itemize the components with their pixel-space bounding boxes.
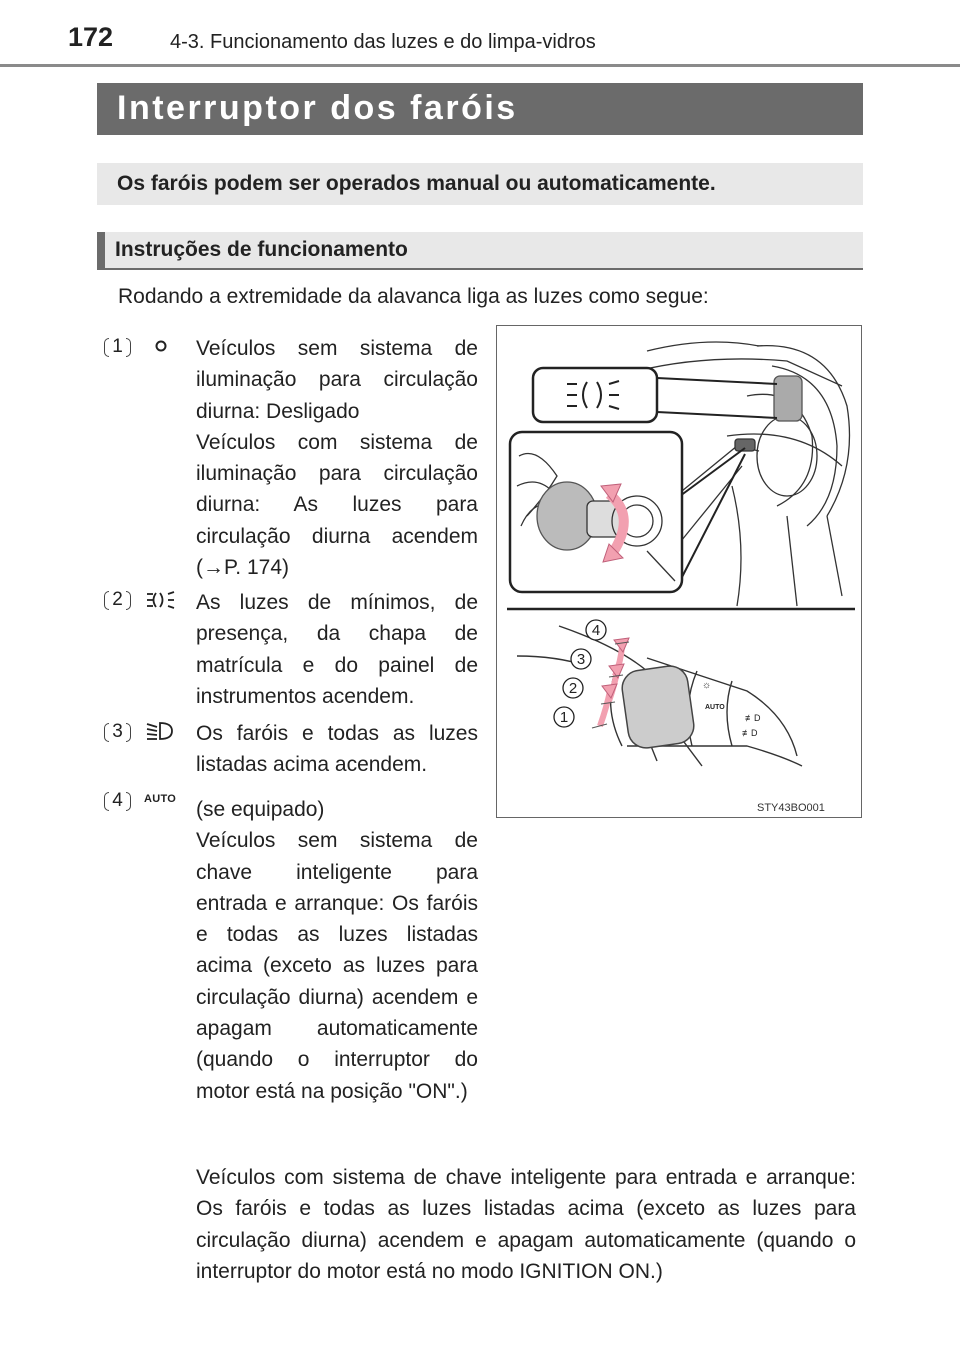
figure-code: STY43BO001 xyxy=(757,802,825,814)
lead-text: Rodando a extremidade da alavanca liga as luzes como segue: xyxy=(118,285,709,308)
intro-box: Os faróis podem ser operados manual ou automaticamente. xyxy=(97,163,863,205)
callout-2: 2 xyxy=(568,680,578,697)
item-1-paragraph-1: Veículos sem sistema de iluminação para circulação diurna: Desligado xyxy=(196,337,478,423)
parking-lights-icon xyxy=(144,587,178,613)
item-3-text xyxy=(196,718,478,781)
off-icon xyxy=(144,336,178,358)
item-1-text xyxy=(196,333,478,583)
svg-text:☼: ☼ xyxy=(702,680,712,691)
chapter-title: 4-3. Funcionamento das luzes e do limpa-vidros xyxy=(170,31,596,53)
item-number-4: 4 xyxy=(107,790,128,811)
section-title: Interruptor dos faróis xyxy=(97,83,863,135)
item-4-paragraph-1: (se equipado) xyxy=(196,798,325,821)
subsection-heading: Instruções de funcionamento xyxy=(97,232,863,270)
item-4-text xyxy=(196,794,478,1107)
callout-4: 4 xyxy=(591,622,601,639)
item-3-paragraph-1: Os faróis e todas as luzes listadas acima acendem. xyxy=(196,722,478,777)
lever-auto-label: AUTO xyxy=(705,704,725,711)
callout-3: 3 xyxy=(576,651,586,668)
bottom-paragraph: Veículos com sistema de chave inteligente para entrada e arranque: Os faróis e todas as luzes listadas acima (exceto as luzes para circulação diurna) acendem e apagam automaticamente (quando o interruptor do motor está no modo IGNITION ON.) xyxy=(196,1166,856,1283)
auto-icon: AUTO xyxy=(144,793,177,805)
headlight-icon xyxy=(144,718,178,744)
item-number-3: 3 xyxy=(107,721,128,742)
item-number-1: 1 xyxy=(107,336,128,357)
figure-illustration xyxy=(497,326,860,816)
callout-1: 1 xyxy=(559,709,569,726)
item-4-paragraph-2: Veículos sem sistema de chave inteligente para entrada e arranque: Os faróis e todas as luzes listadas acima (exceto as luzes para circulação diurna) acendem e apagam automaticamente (quando o interruptor do motor está na posição "ON".) xyxy=(196,829,478,1103)
svg-text:≢D: ≢D xyxy=(742,728,758,738)
item-2-paragraph-1: As luzes de mínimos, de presença, da chapa de matrícula e do painel de instrumentos acendem. xyxy=(196,591,478,708)
headlight-switch-figure xyxy=(496,325,862,818)
item-1-paragraph-2: Veículos com sistema de iluminação para circulação diurna: As luzes para circulação diurna acendem (→P. 174) xyxy=(196,430,478,580)
item-number-2: 2 xyxy=(107,589,128,610)
callout-symbol-box xyxy=(533,368,657,422)
svg-text:≢D: ≢D xyxy=(745,713,761,723)
header-divider xyxy=(0,64,960,67)
item-2-text xyxy=(196,587,478,712)
page-number: 172 xyxy=(68,22,114,52)
